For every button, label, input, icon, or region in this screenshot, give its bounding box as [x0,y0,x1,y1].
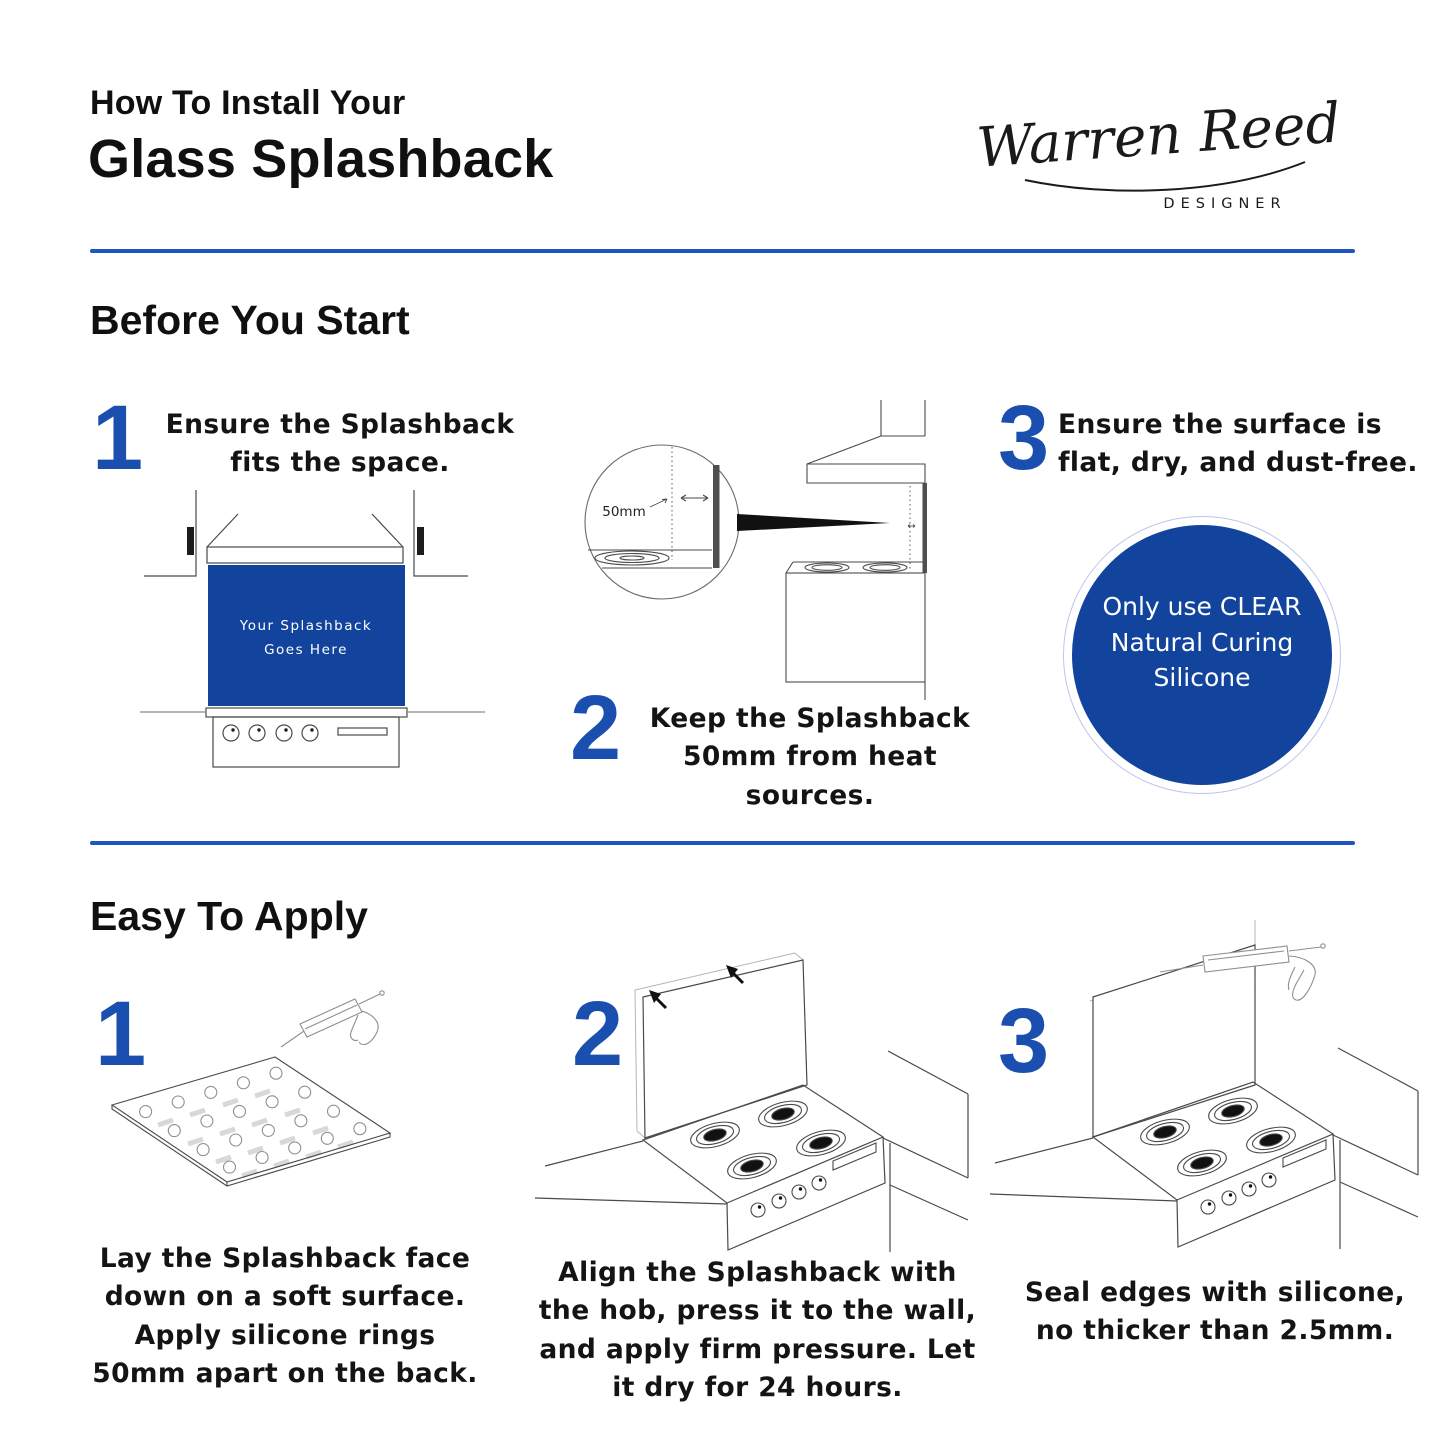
cooker-hood-canopy [807,464,925,483]
heat-gap-illustration [560,400,980,700]
apply-step3-number: 3 [998,990,1050,1092]
logo-subtitle-text: DESIGNER [1163,196,1287,212]
counter-bar [206,708,407,717]
silicone-note-text [1072,589,1332,696]
silicone-rings [140,1067,366,1173]
left-cabinet-handle [187,527,194,555]
burner-ring [812,565,842,571]
apply-step2-caption [535,1254,980,1408]
step1-text [160,406,520,483]
knob-dot [284,728,287,731]
section-heading-before-you-start: Before You Start [90,297,410,343]
seal-edges-illustration [990,920,1445,1250]
knob-dot [310,728,313,731]
step3-text-line1: Ensure the surface is [1058,409,1382,440]
apply-step3-caption-line1: Seal edges with silicone, [1024,1277,1406,1308]
step1-text-line2: fits the space. [230,447,450,479]
step1-number: 1 [92,387,144,489]
burner-ring [605,554,659,563]
cooker-knob [223,725,239,741]
apply-step3-caption [995,1274,1435,1351]
step2-text [625,700,995,815]
wall-corner-lines [883,1051,968,1220]
page-title-line2: Glass Splashback [88,129,554,189]
apply-step2-caption-line3: and apply firm pressure. Let [539,1333,976,1365]
cooker-hood-slants [207,514,403,547]
splashback-edge-zoomed [713,465,720,568]
apply-step2-caption-line4: it dry for 24 hours. [612,1372,903,1404]
middle-divider [90,841,1355,845]
align-splashback-illustration [530,930,970,1260]
logo-script-text: Warren Reed [974,90,1343,180]
gap-dimension-label: 50mm [602,504,646,520]
apply-step1-caption-line2: down on a soft surface. [104,1281,466,1313]
gap-arrow [681,495,708,501]
silicone-rings-illustration [100,985,430,1245]
wall-corner-lines [1333,1048,1418,1217]
step2-number: 2 [570,677,622,779]
splashback-placeholder [208,565,405,706]
caulk-gun [281,991,384,1047]
cooker-knob [249,725,265,741]
apply-step1-caption-line3: Apply silicone rings [134,1319,436,1351]
apply-step1-number: 1 [95,983,147,1085]
brand-logo-graphic [970,68,1355,223]
apply-step3-caption-line2: no thicker than 2.5mm. [1035,1315,1395,1347]
knob-dot [257,728,260,731]
apply-step1-caption-line1: Lay the Splashback face [99,1243,471,1274]
burner-ring [870,565,900,571]
step3-text [1058,406,1428,483]
splashback-edge [923,483,928,573]
step2-text-line3: sources. [745,779,875,811]
countertop-left-lines [535,1141,727,1204]
cooker-slot [338,728,387,735]
apply-step2-caption-line1: Align the Splashback with [558,1257,957,1288]
apply-step2-caption-line2: the hob, press it to the wall, [538,1295,977,1327]
cooker-hood-canopy [207,547,403,563]
step2-text-line2: 50mm from heat [683,741,937,773]
apply-step1-caption-line4: 50mm apart on the back. [92,1358,478,1390]
splashback-panel-back [112,1057,390,1182]
label-pointer-arrow [650,499,667,507]
step1-text-line1: Ensure the Splashback [165,409,515,440]
cooker-front-panel [213,717,399,767]
apply-step1-caption [85,1240,485,1394]
cooker-cabinet [786,573,925,682]
cooker-knob [302,725,318,741]
gap-tick [908,525,915,528]
cooker-knob [276,725,292,741]
countertop-left-lines [990,1138,1177,1201]
knob-dot [231,728,234,731]
silicone-note-line1: Only use CLEAR [1102,592,1302,621]
silicone-note-line2: Natural Curing [1110,627,1294,657]
step2-text-line1: Keep the Splashback [649,703,971,734]
section-heading-easy-to-apply: Easy To Apply [90,893,368,939]
cooker-hood-chimney [807,400,925,464]
brand-logo [970,68,1355,223]
burner-ring [620,556,644,560]
silicone-note-line3: Silicone [1153,663,1251,692]
apply-step2-number: 2 [572,983,624,1085]
magnifier-callout-wedge [737,514,890,531]
splashback-placeholder-label-line1: Your Splashback [239,618,373,634]
right-cabinet-handle [417,527,424,555]
step3-number: 3 [998,387,1050,489]
top-divider [90,249,1355,253]
silicone-note-badge [1072,525,1332,785]
splashback-fit-illustration [140,490,520,790]
hob-top-edges [786,562,925,573]
splashback-placeholder-label-line2: Goes Here [264,642,348,658]
step3-text-line2: flat, dry, and dust-free. [1058,447,1418,479]
page-title-line1: How To Install Your [90,84,406,122]
